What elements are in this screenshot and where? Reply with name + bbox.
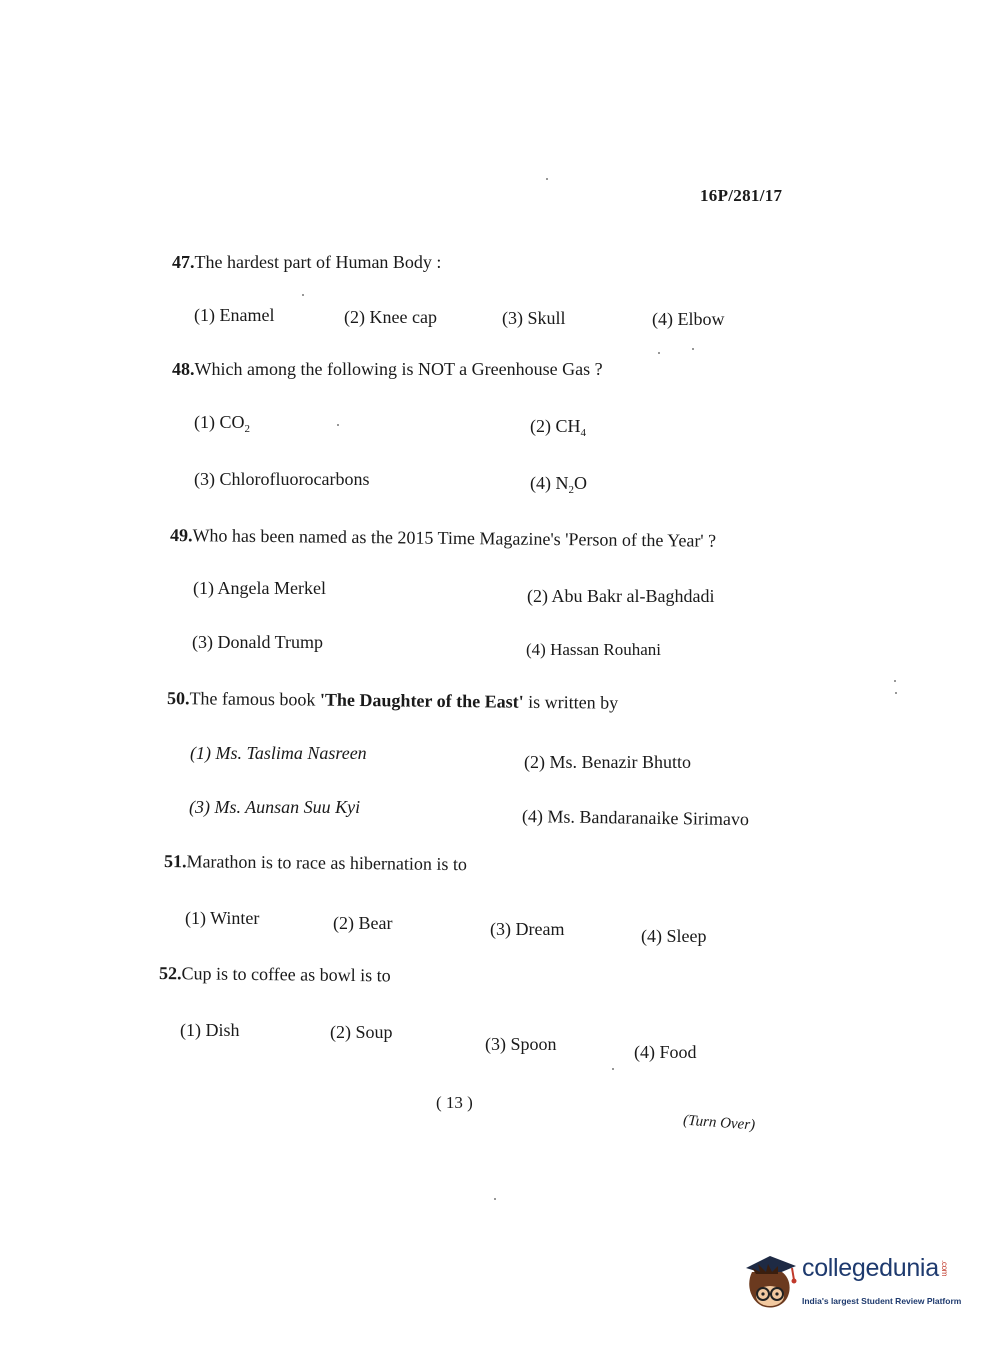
option-47-2: (2) Knee cap [344, 307, 437, 327]
scan-speck [302, 294, 304, 296]
question-number: 48. [172, 359, 195, 379]
option-51-2: (2) Bear [333, 913, 393, 933]
brand-name: collegedunia.com [802, 1254, 949, 1282]
scan-speck [612, 1068, 614, 1070]
collegedunia-watermark [742, 1250, 972, 1314]
question-50: 50.The famous book 'The Daughter of the East' is written by [166, 688, 619, 713]
scan-speck [494, 1198, 496, 1200]
option-52-4: (4) Food [634, 1042, 697, 1062]
option-52-3: (3) Spoon [485, 1034, 557, 1054]
option-49-1: (1) Angela Merkel [193, 578, 326, 598]
question-text: Who has been named as the 2015 Time Magazine's 'Person of the Year' ? [192, 525, 717, 551]
question-number: 47. [172, 252, 195, 272]
option-50-3: (3) Ms. Aunsan Suu Kyi [189, 797, 361, 817]
option-52-2: (2) Soup [330, 1022, 393, 1042]
option-49-3: (3) Donald Trump [192, 632, 324, 652]
scan-speck [658, 352, 660, 354]
question-52 [159, 963, 391, 986]
option-52-1: (1) Dish [180, 1020, 240, 1040]
mascot-logo-icon [742, 1250, 800, 1312]
question-number: 49. [169, 525, 193, 546]
book-title: 'The Daughter of the East' [319, 689, 524, 712]
option-51-1: (1) Winter [185, 908, 260, 928]
question-number: 50. [166, 688, 190, 709]
option-49-2: (2) Abu Bakr al-Baghdadi [527, 586, 715, 606]
page-number: ( 13 ) [436, 1093, 473, 1112]
option-50-4: (4) Ms. Bandaranaike Sirimavo [521, 806, 750, 830]
option-51-4: (4) Sleep [641, 926, 707, 946]
brand-tagline: India's largest Student Review Platform [802, 1296, 962, 1306]
option-50-2: (2) Ms. Benazir Bhutto [524, 752, 691, 772]
scan-speck [546, 178, 548, 180]
question-text: Marathon is to race as hibernation is to [186, 851, 468, 875]
option-48-2: (2) $CH_4$ [530, 416, 586, 439]
option-48-4: (4) $N_2O$ [530, 473, 587, 496]
option-51-3: (3) Dream [490, 919, 565, 939]
option-48-1: (1) $CO_2$ [194, 412, 250, 435]
question-48 [172, 359, 603, 380]
option-50-1: (1) Ms. Taslima Nasreen [190, 743, 367, 763]
option-47-1: (1) Enamel [194, 305, 275, 325]
scan-speck [895, 692, 897, 694]
scan-speck [894, 680, 896, 682]
option-48-3: (3) Chlorofluorocarbons [194, 469, 370, 489]
turn-over-note: (Turn Over) [682, 1112, 756, 1134]
question-text: The hardest part of Human Body : [194, 252, 442, 272]
option-49-4: (4) Hassan Rouhani [526, 640, 662, 659]
question-number: 52. [158, 963, 182, 984]
scan-speck [692, 348, 694, 350]
question-number: 51. [163, 851, 187, 872]
paper-code: 16P/281/17 [700, 186, 783, 205]
scan-speck [337, 424, 339, 426]
question-51 [164, 851, 467, 875]
option-47-4: (4) Elbow [652, 309, 725, 329]
option-47-3: (3) Skull [502, 308, 566, 328]
question-49 [170, 525, 716, 552]
question-text: Cup is to coffee as bowl is to [181, 963, 391, 986]
question-text: Which among the following is NOT a Greenhouse Gas ? [194, 359, 603, 379]
question-47 [172, 252, 441, 273]
